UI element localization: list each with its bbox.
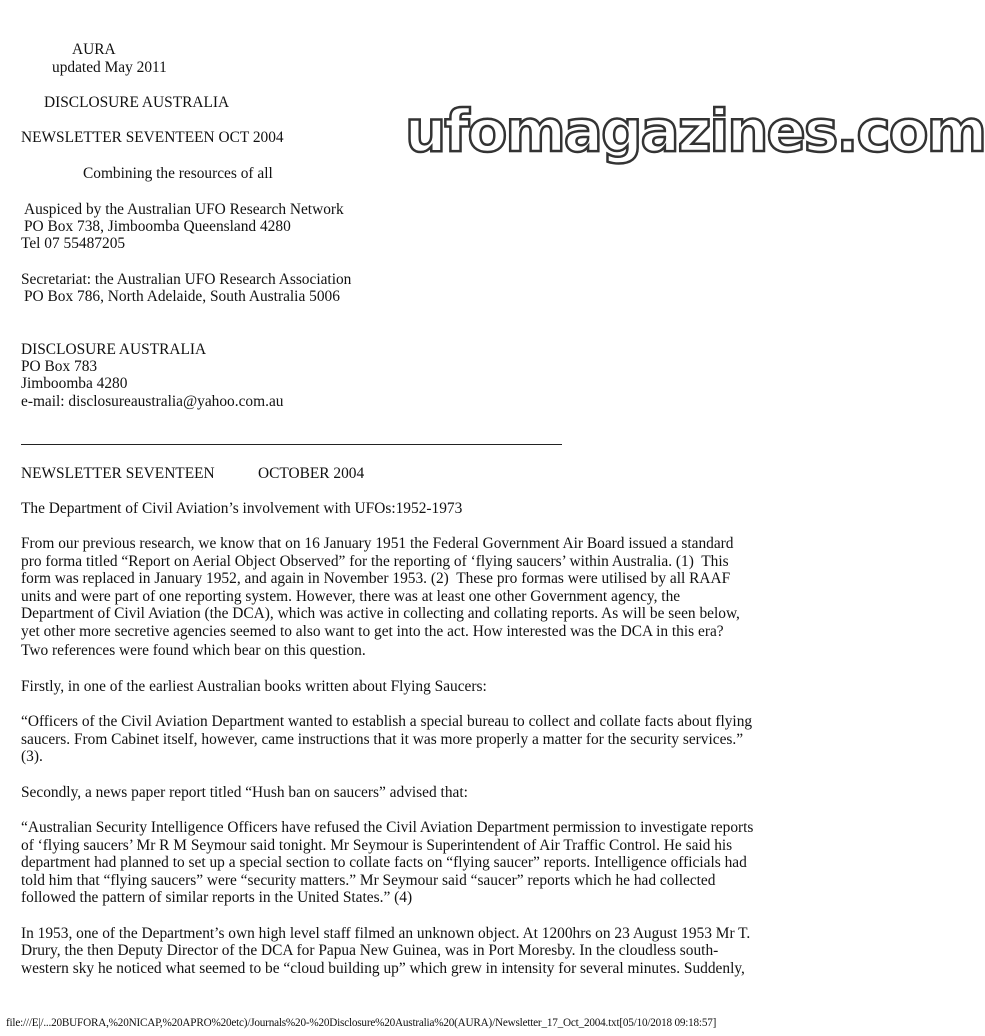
article-title: The Department of Civil Aviation’s involvement with UFOs:1952-1973	[21, 500, 463, 517]
quote-line: followed the pattern of similar reports in the United States.” (4)	[21, 889, 413, 906]
contact-line: Jimboomba 4280	[21, 375, 128, 392]
auspice-line: PO Box 738, Jimboomba Queensland 4280	[24, 218, 291, 235]
paragraph-line: From our previous research, we know that on 16 January 1951 the Federal Government Air Board issued a standard	[21, 535, 734, 552]
org-name: AURA	[72, 41, 116, 58]
auspice-line: Auspiced by the Australian UFO Research Network	[24, 201, 344, 218]
combining-text: Combining the resources of all	[83, 165, 273, 182]
contact-line: DISCLOSURE AUSTRALIA	[21, 341, 207, 358]
paragraph-line: pro forma titled “Report on Aerial Object Observed” for the reporting of ‘flying saucers’ within Australia. (1) This	[21, 553, 729, 570]
quote-line: (3).	[21, 748, 43, 765]
secretariat-line: Secretariat: the Australian UFO Research Association	[21, 271, 352, 288]
quote-line: told him that “flying saucers” were “security matters.” Mr Seymour said “saucer” reports which he had collected	[21, 872, 716, 889]
auspice-line: Tel 07 55487205	[21, 235, 126, 252]
divider	[21, 444, 562, 445]
doc-title: DISCLOSURE AUSTRALIA	[44, 94, 230, 111]
paragraph-line: Drury, the then Deputy Director of the DCA for Papua New Guinea, was in Port Moresby. In the cloudless south-	[21, 942, 719, 959]
quote-line: “Australian Security Intelligence Officers have refused the Civil Aviation Department permission to investigate reports	[21, 819, 754, 836]
paragraph-line: form was replaced in January 1952, and again in November 1953. (2) These pro formas were utilised by all RAAF	[21, 570, 731, 587]
paragraph-line: yet other more secretive agencies seemed to also want to get into the act. How interested was the DCA in this era?	[21, 623, 724, 640]
paragraph-line: units and were part of one reporting system. However, there was at least one other Government agency, the	[21, 588, 681, 605]
paragraph-line: western sky he noticed what seemed to be “cloud building up” which grew in intensity for several minutes. Suddenly,	[21, 960, 745, 977]
quote-line: of ‘flying saucers’ Mr R M Seymour said tonight. Mr Seymour is Superintendent of Air Traffic Control. He said his	[21, 837, 733, 854]
quote-line: saucers. From Cabinet itself, however, came instructions that it was more properly a matter for the security services.”	[21, 731, 744, 748]
contact-line: PO Box 783	[21, 358, 98, 375]
secretariat-line: PO Box 786, North Adelaide, South Australia 5006	[24, 288, 340, 305]
issue-date: OCTOBER 2004	[258, 465, 365, 482]
paragraph-line: Two references were found which bear on this question.	[21, 642, 366, 659]
quote-line: “Officers of the Civil Aviation Department wanted to establish a special bureau to collect and collate facts about flying	[21, 713, 753, 730]
watermark-logo: ufomagazines.com	[405, 97, 985, 165]
updated-date: updated May 2011	[52, 59, 167, 76]
paragraph-line: Secondly, a news paper report titled “Hush ban on saucers” advised that:	[21, 784, 468, 801]
paragraph-line: Firstly, in one of the earliest Australian books written about Flying Saucers:	[21, 678, 487, 695]
quote-line: department had planned to set up a special section to collate facts on “flying saucer” reports. Intelligence officials had	[21, 854, 747, 871]
newsletter-heading: NEWSLETTER SEVENTEEN OCT 2004	[21, 129, 284, 146]
paragraph-line: In 1953, one of the Department’s own high level staff filmed an unknown object. At 1200hrs on 23 August 1953 Mr T.	[21, 925, 751, 942]
footer-file-path: file:///E|/...20BUFORA,%20NICAP,%20APRO%20etc)/Journals%20-%20Disclosure%20Australia%20(AURA)/Newsletter_17_Oct_2004.txt[05/10/2018 09:18:57]	[6, 1017, 717, 1029]
paragraph-line: Department of Civil Aviation (the DCA), which was active in collecting and collating reports. As will be seen below,	[21, 605, 740, 622]
contact-email: e-mail: disclosureaustralia@yahoo.com.au	[21, 393, 284, 410]
issue-name: NEWSLETTER SEVENTEEN	[21, 465, 215, 482]
